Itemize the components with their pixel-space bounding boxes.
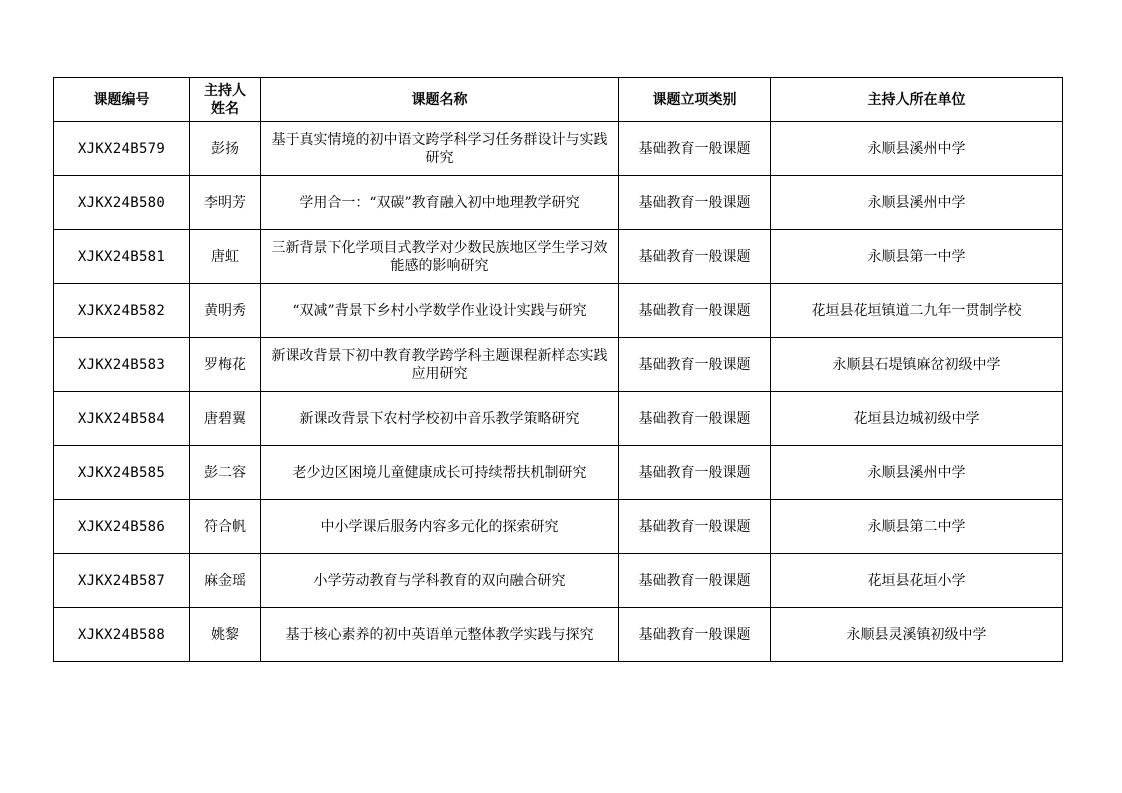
cell-category: 基础教育一般课题 bbox=[619, 338, 771, 392]
cell-title: 基于核心素养的初中英语单元整体教学实践与探究 bbox=[261, 608, 619, 662]
cell-host: 李明芳 bbox=[190, 176, 261, 230]
header-host bbox=[190, 78, 261, 122]
header-row bbox=[54, 78, 1063, 122]
cell-category: 基础教育一般课题 bbox=[619, 392, 771, 446]
cell-title: “双减”背景下乡村小学数学作业设计实践与研究 bbox=[261, 284, 619, 338]
cell-category: 基础教育一般课题 bbox=[619, 284, 771, 338]
cell-title: 新课改背景下农村学校初中音乐教学策略研究 bbox=[261, 392, 619, 446]
cell-code: XJKX24B588 bbox=[54, 608, 190, 662]
header-category: 课题立项类别 bbox=[619, 78, 771, 122]
cell-code: XJKX24B581 bbox=[54, 230, 190, 284]
cell-host: 符合帆 bbox=[190, 500, 261, 554]
cell-host: 姚黎 bbox=[190, 608, 261, 662]
cell-unit: 花垣县花垣小学 bbox=[771, 554, 1063, 608]
table-row bbox=[54, 500, 1063, 554]
table-row bbox=[54, 446, 1063, 500]
cell-unit: 永顺县石堤镇麻岔初级中学 bbox=[771, 338, 1063, 392]
table-row bbox=[54, 338, 1063, 392]
cell-unit: 永顺县灵溪镇初级中学 bbox=[771, 608, 1063, 662]
cell-code: XJKX24B580 bbox=[54, 176, 190, 230]
cell-code: XJKX24B586 bbox=[54, 500, 190, 554]
header-code: 课题编号 bbox=[54, 78, 190, 122]
table-row bbox=[54, 392, 1063, 446]
table-row bbox=[54, 176, 1063, 230]
cell-host: 唐碧翼 bbox=[190, 392, 261, 446]
cell-code: XJKX24B582 bbox=[54, 284, 190, 338]
cell-title: 新课改背景下初中教育教学跨学科主题课程新样态实践应用研究 bbox=[261, 338, 619, 392]
cell-host: 罗梅花 bbox=[190, 338, 261, 392]
cell-category: 基础教育一般课题 bbox=[619, 500, 771, 554]
cell-unit: 永顺县第一中学 bbox=[771, 230, 1063, 284]
cell-category: 基础教育一般课题 bbox=[619, 230, 771, 284]
cell-code: XJKX24B584 bbox=[54, 392, 190, 446]
table-row bbox=[54, 230, 1063, 284]
cell-host: 唐虹 bbox=[190, 230, 261, 284]
cell-category: 基础教育一般课题 bbox=[619, 446, 771, 500]
table-row bbox=[54, 122, 1063, 176]
table-row bbox=[54, 284, 1063, 338]
cell-category: 基础教育一般课题 bbox=[619, 608, 771, 662]
cell-title: 老少边区困境儿童健康成长可持续帮扶机制研究 bbox=[261, 446, 619, 500]
cell-host: 彭扬 bbox=[190, 122, 261, 176]
cell-code: XJKX24B579 bbox=[54, 122, 190, 176]
cell-category: 基础教育一般课题 bbox=[619, 176, 771, 230]
project-table bbox=[53, 77, 1063, 662]
cell-unit: 花垣县花垣镇道二九年一贯制学校 bbox=[771, 284, 1063, 338]
header-unit: 主持人所在单位 bbox=[771, 78, 1063, 122]
cell-title: 三新背景下化学项目式教学对少数民族地区学生学习效能感的影响研究 bbox=[261, 230, 619, 284]
cell-host: 麻金瑶 bbox=[190, 554, 261, 608]
cell-code: XJKX24B585 bbox=[54, 446, 190, 500]
cell-code: XJKX24B583 bbox=[54, 338, 190, 392]
cell-code: XJKX24B587 bbox=[54, 554, 190, 608]
cell-title: 基于真实情境的初中语文跨学科学习任务群设计与实践研究 bbox=[261, 122, 619, 176]
cell-host: 黄明秀 bbox=[190, 284, 261, 338]
cell-title: 中小学课后服务内容多元化的探索研究 bbox=[261, 500, 619, 554]
cell-title: 学用合一：“双碳”教育融入初中地理教学研究 bbox=[261, 176, 619, 230]
table-row bbox=[54, 554, 1063, 608]
cell-unit: 永顺县溪州中学 bbox=[771, 176, 1063, 230]
cell-unit: 花垣县边城初级中学 bbox=[771, 392, 1063, 446]
cell-host: 彭二容 bbox=[190, 446, 261, 500]
header-title: 课题名称 bbox=[261, 78, 619, 122]
table-row bbox=[54, 608, 1063, 662]
header-host-text: 主持人 姓名 bbox=[204, 82, 246, 117]
cell-category: 基础教育一般课题 bbox=[619, 122, 771, 176]
cell-unit: 永顺县溪州中学 bbox=[771, 446, 1063, 500]
cell-title: 小学劳动教育与学科教育的双向融合研究 bbox=[261, 554, 619, 608]
cell-unit: 永顺县第二中学 bbox=[771, 500, 1063, 554]
cell-category: 基础教育一般课题 bbox=[619, 554, 771, 608]
cell-unit: 永顺县溪州中学 bbox=[771, 122, 1063, 176]
